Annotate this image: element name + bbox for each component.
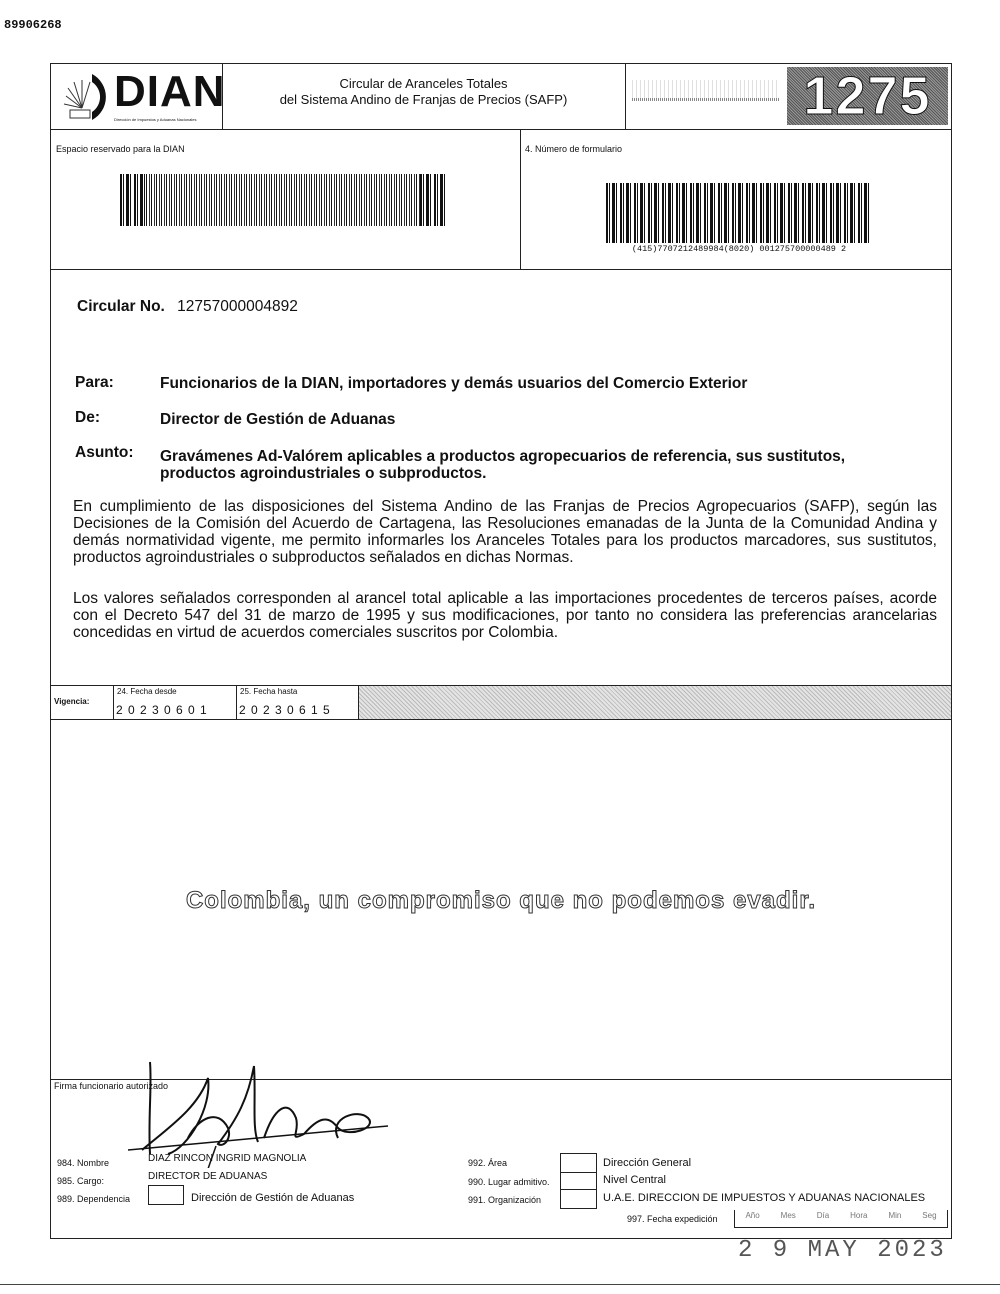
fecha-label: 997. Fecha expedición	[627, 1214, 718, 1224]
form-title	[222, 76, 625, 108]
asunto-value	[160, 448, 845, 482]
logo-subtext: Dirección de Impuestos y Aduanas Nacionales	[114, 117, 197, 122]
cargo-value: DIRECTOR DE ADUANAS	[148, 1171, 268, 1182]
divider	[520, 129, 521, 269]
organizacion-label: 991. Organización	[468, 1195, 542, 1205]
circular-number-row	[77, 298, 298, 316]
fecha-col: Día	[816, 1211, 830, 1220]
reserved-label: Espacio reservado para la DIAN	[56, 144, 185, 154]
fecha-col: Mes	[780, 1211, 796, 1220]
title-line-2: del Sistema Andino de Franjas de Precios (SAFP)	[279, 92, 568, 107]
dependencia-value: Dirección de Gestión de Aduanas	[191, 1192, 355, 1204]
cargo-label: 985. Cargo:	[57, 1176, 105, 1186]
organizacion-value: U.A.E. DIRECCION DE IMPUESTOS Y ADUANAS NACIONALES	[603, 1192, 926, 1204]
paragraph-1: En cumplimiento de las disposiciones del Sistema Andino de las Franjas de Precios Agropecuarios (SAFP), según las Decisiones de la Comisión del Acuerdo de Cartagena, las Resoluciones emanadas de la Junta de la Comunidad Andina y demás normatividad vigente, me permito informarles los Aranceles Totales para los productos marcadores, sus sustitutos, productos agroindustriales o subproductos señalados en dichas Normas.	[73, 498, 937, 566]
fecha-col: Min	[888, 1211, 902, 1220]
dependencia-box	[148, 1185, 184, 1205]
title-line-1: Circular de Aranceles Totales	[339, 76, 508, 91]
hasta-value: 2 0 2 3 0 6 1 5	[239, 703, 331, 717]
stamp-date: 2 9 MAY 2023	[738, 1237, 947, 1264]
scan-id: 89906268	[4, 18, 62, 32]
nombre-label: 984. Nombre	[57, 1158, 110, 1168]
bottom-rule	[0, 1284, 1000, 1285]
firma-label: Firma funcionario autorizado	[54, 1081, 169, 1091]
signature-mark	[128, 1058, 388, 1168]
fecha-col: Seg	[922, 1211, 937, 1220]
divider	[50, 269, 952, 270]
para-label: Para:	[75, 374, 114, 391]
fecha-col: Año	[745, 1211, 760, 1220]
reserved-barcode	[120, 174, 446, 226]
paragraph-2: Los valores señalados corresponden al arancel total aplicable a las importaciones procedentes de terceros países, acorde con el Decreto 547 del 31 de marzo de 1995 y sus modificaciones, por tanto no considera las preferencias arancelarias concedidas en virtud de acuerdos comerciales suscritos por Colombia.	[73, 590, 937, 641]
slogan: Colombia, un compromiso que no podemos evadir.	[185, 887, 817, 914]
de-label: De:	[75, 409, 100, 426]
fecha-grid	[734, 1210, 948, 1228]
badge-number: 1275	[803, 66, 932, 126]
form-number-badge	[787, 67, 948, 125]
divider	[113, 685, 114, 719]
divider	[236, 685, 237, 719]
lugar-box	[560, 1172, 597, 1190]
logo-text: DIAN	[114, 67, 226, 116]
desde-value: 2 0 2 3 0 6 0 1	[116, 703, 208, 717]
area-value: Dirección General	[603, 1157, 692, 1169]
divider	[625, 63, 626, 129]
fecha-columns	[735, 1210, 947, 1220]
area-box	[560, 1153, 597, 1173]
dependencia-label: 989. Dependencia	[57, 1194, 131, 1204]
lugar-label: 990. Lugar admitivo.	[468, 1177, 550, 1187]
dian-logo	[62, 67, 226, 126]
asunto-line-1: Gravámenes Ad-Valórem aplicables a productos agropecuarios de referencia, sus sustitutos,	[160, 448, 846, 465]
nombre-value: DIAZ RINCON INGRID MAGNOLIA	[148, 1153, 307, 1164]
lugar-value: Nivel Central	[603, 1174, 666, 1186]
divider	[50, 719, 952, 720]
divider	[50, 129, 952, 130]
form-barcode-text: (415)7707212489984(8020) 001275700000489 2	[606, 244, 872, 254]
para-value: Funcionarios de la DIAN, importadores y demás usuarios del Comercio Exterior	[160, 375, 748, 392]
circular-number: 12757000004892	[177, 298, 298, 315]
organizacion-box	[560, 1189, 597, 1209]
fecha-col: Hora	[850, 1211, 868, 1220]
asunto-label: Asunto:	[75, 444, 134, 461]
circular-label: Circular No.	[77, 298, 165, 315]
de-value: Director de Gestión de Aduanas	[160, 411, 396, 428]
form-number-label: 4. Número de formulario	[525, 144, 623, 154]
form-barcode	[606, 183, 872, 243]
shaded-area	[359, 686, 951, 719]
faded-text	[632, 98, 780, 101]
hasta-label: 25. Fecha hasta	[240, 687, 298, 696]
vigencia-label: Vigencia:	[54, 697, 90, 706]
asunto-line-2: productos agroindustriales o subproductos.	[160, 465, 487, 482]
faded-text	[632, 80, 780, 98]
area-label: 992. Área	[468, 1158, 508, 1168]
desde-label: 24. Fecha desde	[117, 687, 177, 696]
